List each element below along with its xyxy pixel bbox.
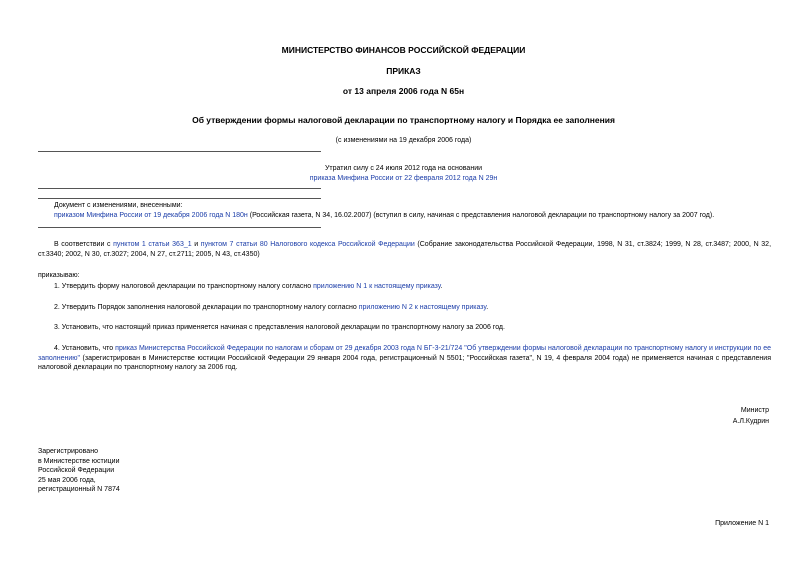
item-text: . <box>486 304 489 311</box>
item-text: 4. Установить, что <box>54 345 116 352</box>
registration-line: регистрационный N 7874 <box>38 486 120 494</box>
order-word: приказываю: <box>38 272 80 279</box>
ministry-heading: МИНИСТЕРСТВО ФИНАНСОВ РОССИЙСКОЙ ФЕДЕРАЦИИ <box>281 45 526 55</box>
item-text: . <box>440 283 443 290</box>
divider <box>38 188 321 189</box>
registration-line: в Министерстве юстиции <box>38 457 120 465</box>
amendment-link[interactable]: приказом Минфина России от 19 декабря 2006 года N 180н <box>54 212 248 219</box>
registration-line: 25 мая 2006 года, <box>38 476 96 484</box>
appendix-1-link[interactable]: приложению N 1 к настоящему приказу <box>313 283 441 290</box>
changes-note: (с изменениями на 19 декабря 2006 года) <box>335 137 472 144</box>
lost-force-link[interactable]: приказа Минфина России от 22 февраля 2012 года N 29н <box>309 175 498 182</box>
amendments-line <box>54 211 774 221</box>
divider <box>38 151 321 152</box>
item-text: 2. Утвердить Порядок заполнения налоговой декларации по транспортному налогу согласно <box>54 304 359 311</box>
tax-code-link-363[interactable]: пунктом 1 статьи 363_1 <box>113 241 192 248</box>
divider <box>38 198 321 199</box>
order-item-2 <box>38 303 771 313</box>
page-title: Об утверждении формы налоговой декларации по транспортному налогу и Порядка ее заполнения <box>192 115 615 125</box>
doc-type-heading: ПРИКАЗ <box>386 66 421 76</box>
order-item-1 <box>38 282 771 292</box>
item-text: 1. Утвердить форму налоговой декларации по транспортному налогу согласно <box>54 283 314 290</box>
mns-order-link[interactable]: приказ Министерства Российской Федерации по налогам и сборам от 29 декабря 2003 года N БГ-3-21/724 "Об утверждении формы налоговой декларации по транспортному налогу и инструкции по ее заполнению" <box>38 345 771 362</box>
registration-line: Российской Федерации <box>38 467 115 475</box>
divider <box>38 227 321 228</box>
tax-code-link-80[interactable]: пунктом 7 статьи 80 Налогового кодекса Российской Федерации <box>200 241 415 248</box>
item-text: (зарегистрирован в Министерстве юстиции Российской Федерации 29 января 2004 года, регистрационный N 5501; "Российская газета", N 19, 4 февраля 2004 года) не применяется начиная с представления налоговой декларации по транспортному налогу за 2006 год. <box>38 354 771 372</box>
amendments-label: Документ с изменениями, внесенными: <box>54 202 183 209</box>
signature-name: А.Л.Кудрин <box>732 418 769 425</box>
doc-date-number: от 13 апреля 2006 года N 65н <box>342 86 465 96</box>
preamble-text: В соответствии с <box>54 241 114 248</box>
lost-force-text: Утратил силу с 24 июля 2012 года на основании <box>324 165 483 172</box>
registration-line: Зарегистрировано <box>38 448 98 455</box>
appendix-label: Приложение N 1 <box>715 520 769 527</box>
appendix-2-link[interactable]: приложению N 2 к настоящему приказу <box>358 304 487 311</box>
preamble-text: (Собрание законодательства Российской Федерации, 1998, N 31, ст.3824; 1999, N 28, ст.3487; 2000, N 32, ст.3340; 2002, N 30, ст.3027; 2004, N 27, ст.2711; 2005, N 43, ст.4350) <box>38 241 772 258</box>
signature-role: Министр <box>740 407 769 414</box>
amendment-details: (Российская газета, N 34, 16.02.2007) (вступил в силу, начиная с представления налоговой декларации по транспортному налогу за 2007 год). <box>247 212 715 219</box>
preamble-paragraph <box>38 240 771 259</box>
preamble-text: и <box>191 241 201 248</box>
registration-block <box>38 447 120 495</box>
order-item-4 <box>38 344 771 373</box>
order-item-3: 3. Установить, что настоящий приказ применяется начиная с представления налоговой декларации по транспортному налогу за 2006 год. <box>54 324 505 331</box>
